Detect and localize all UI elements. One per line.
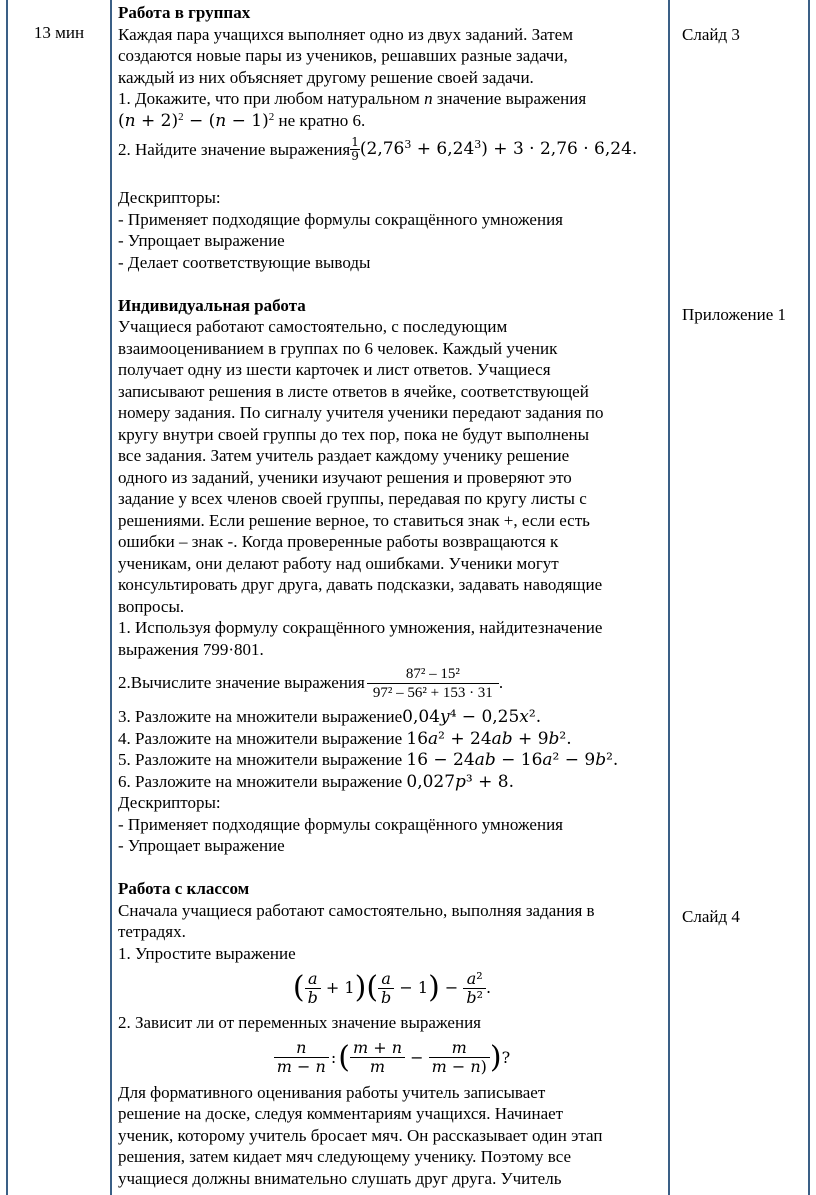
descriptors-title: Дескрипторы:: [118, 793, 221, 812]
task-ind-1: 1. Используя формулу сокращённого умножения, найдитезначение: [118, 618, 603, 637]
individual-description: [118, 316, 666, 617]
text-line: все задания. Затем учитель раздает каждому ученику решение: [118, 446, 570, 465]
text-line: Для формативного оценивания работы учитель записывает: [118, 1082, 546, 1102]
task-ind-4: 4. Разложите на множители выражение 16𝑎² + 24𝑎𝑏 + 9𝑏².: [118, 728, 572, 749]
fraction-expression: $\frac{\text{87² – 15²}}{\text{97² – 56² + 153 · 31}}$: [367, 665, 499, 702]
text-line: учащиеся должны внимательно слушать друг друга. Учитель: [118, 1168, 562, 1188]
resource-appendix-1: Приложение 1: [682, 305, 786, 324]
section-title-class: Работа с классом: [118, 879, 250, 898]
text-line: получает одну из шести карточек и лист ответов. Учащиеся: [118, 360, 551, 379]
resource-slide-4: Слайд 4: [682, 907, 740, 926]
text-line: Учащиеся работают самостоятельно, с последующим: [118, 317, 508, 336]
task-ind-3: 3. Разложите на множители выражение0,04𝑦⁴ − 0,25𝑥².: [118, 707, 542, 727]
text-line: ученикам, они делают работу над ошибками. Ученики могут: [118, 553, 559, 573]
text-line: решениями. Если решение верное, то ставиться знак +, если есть: [118, 510, 590, 530]
text-line: взаимооцениванием в группах по 6 человек. Каждый ученик: [118, 338, 558, 358]
text-line: Каждая пара учащихся выполняет одно из двух заданий. Затем: [118, 24, 573, 44]
fraction-one-ninth: $\frac{1}{9}$: [351, 135, 359, 163]
descriptor-item: - Применяет подходящие формулы сокращённого умножения: [118, 814, 563, 834]
text-line: каждый из них объясняет другому решение своей задачи.: [118, 67, 534, 87]
descriptor-item: - Упрощает выражение: [118, 231, 285, 250]
descriptor-item: - Упрощает выражение: [118, 836, 285, 855]
task-ind-6: 6. Разложите на множители выражение 0,027𝑝³ + 8.: [118, 771, 515, 792]
text-line: Сначала учащиеся работают самостоятельно, выполняя задания в: [118, 900, 595, 920]
text-line: вопросы.: [118, 596, 185, 616]
task-ind-1-cont: выражения 799·801.: [118, 639, 264, 659]
expression-2: $\frac{\text{𝑛}}{\text{𝑚 − 𝑛}}$ : ( $\frac{\text{𝑚 + 𝑛}}{\text{𝑚}}$ − $\frac{\text{𝑚}}{\text{𝑚 − 𝑛)}}$ ) ?: [118, 1034, 666, 1082]
column-divider-2: [668, 0, 670, 1195]
time-cell: 13 мин: [33, 23, 85, 42]
task-class-1: 1. Упростите выражение: [118, 943, 296, 963]
descriptor-item: - Применяет подходящие формулы сокращённого умножения: [118, 209, 563, 229]
text-line: номеру задания. По сигналу учителя ученики передают задания по: [118, 403, 604, 422]
task-ind-2: 2.Вычислите значение выражения $\frac{\text{87² – 15²}}{\text{97² – 56² + 153 · 31}}$ .: [118, 665, 504, 701]
text-line: консультировать друг друга, давать подсказки, задавать наводящие: [118, 575, 603, 594]
task-ind-5: 5. Разложите на множители выражение 16 − 24𝑎𝑏 − 16𝑎² − 9𝑏².: [118, 750, 619, 770]
descriptor-item: - Делает соответствующие выводы: [118, 252, 371, 272]
text-line: одного из заданий, ученики изучают решения и проверяют это: [118, 467, 572, 487]
text-line: тетрадях.: [118, 922, 186, 941]
text-line: ученик, которому учитель бросает мяч. Он рассказывает один этап: [118, 1125, 603, 1145]
text-line: решение на доске, следуя комментариям учащихся. Начинает: [118, 1104, 564, 1123]
text-line: задание у всех членов своей группы, передавая по кругу листы с: [118, 489, 587, 508]
classwork-description: [118, 1082, 666, 1190]
task-2: 2. Найдите значение выражения $\frac{1}{9}$ $(2,76^3 + 6,24^3) + 3 \cdot 2,76 \cdot 6,24$.: [118, 135, 638, 163]
activity-content: [118, 2, 666, 1189]
text-line: ошибки – знак -. Когда проверенные работы возвращаются к: [118, 532, 559, 551]
text-line: кругу внутри своей группы до тех пор, пока не будут выполнены: [118, 424, 590, 444]
column-divider-1: [110, 0, 112, 1195]
task-1-expression: (𝑛 + 2)$^2$ − (𝑛 − 1)$^2$ не кратно 6.: [118, 110, 366, 131]
task-1: 1. Докажите, что при любом натуральном n значение выражения: [118, 89, 587, 108]
section-title-group: Работа в группах: [118, 3, 251, 22]
text-line: записывают решения в листе ответов в ячейке, соответствующей: [118, 381, 589, 401]
expression-1: ( $\frac{\text{𝑎}}{\text{𝑏}}$ + 1 ) ( $\frac{\text{𝑎}}{\text{𝑏}}$ − 1 ) − $\frac{\text{𝑎²}}{\text{𝑏²}}$ .: [292, 968, 492, 1007]
resource-slide-3: Слайд 3: [682, 25, 740, 44]
descriptors-title: Дескрипторы:: [118, 188, 221, 207]
text-line: решения, затем кидает мяч следующему ученику. Поэтому все: [118, 1147, 571, 1166]
section-title-individual: Индивидуальная работа: [118, 295, 306, 315]
text-line: создаются новые пары из учеников, решавших разные задачи,: [118, 46, 568, 65]
task-class-2: 2. Зависит ли от переменных значение выражения: [118, 1013, 481, 1032]
